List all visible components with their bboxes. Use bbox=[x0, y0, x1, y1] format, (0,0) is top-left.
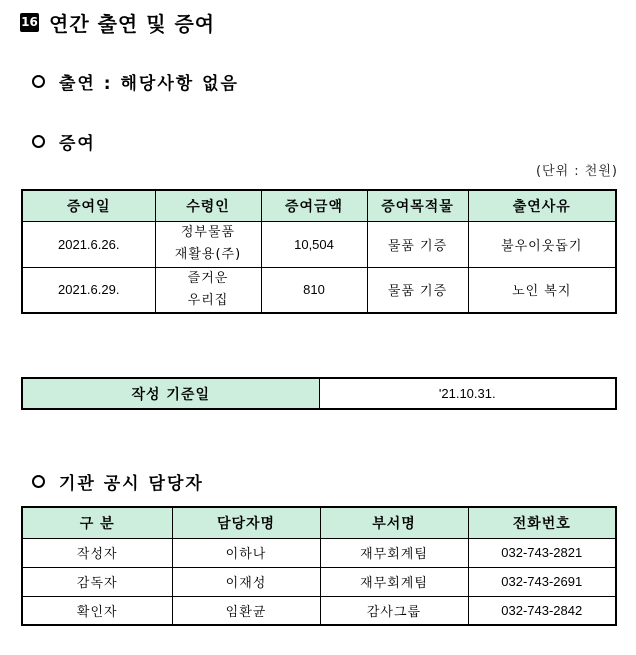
contacts-title: 기관 공시 담당자 bbox=[59, 473, 204, 494]
recipient-line: 재활용(주) bbox=[174, 247, 242, 262]
donation-date: 2021.6.29. bbox=[22, 267, 155, 313]
bullet-circle-icon bbox=[32, 135, 45, 148]
contact-name: 이재성 bbox=[172, 567, 320, 596]
donation-amount: 10,504 bbox=[261, 221, 367, 267]
contacts-table bbox=[21, 506, 617, 626]
donation-table bbox=[21, 189, 617, 314]
recipient-line: 정부물품 bbox=[180, 225, 236, 240]
basis-date-value: '21.10.31. bbox=[319, 378, 616, 409]
table-row bbox=[22, 596, 616, 625]
page-title: 연간 출연 및 증여 bbox=[49, 11, 216, 36]
basis-date-label: 작성 기준일 bbox=[22, 378, 319, 409]
contact-phone: 032-743-2821 bbox=[468, 538, 616, 567]
donation-date: 2021.6.26. bbox=[22, 221, 155, 267]
recipient-line: 우리집 bbox=[187, 292, 229, 308]
contact-phone: 032-743-2691 bbox=[468, 567, 616, 596]
header-recipient: 수령인 bbox=[155, 190, 261, 221]
contact-department: 재무회계팀 bbox=[320, 538, 468, 567]
donation-object: 물품 기증 bbox=[367, 221, 468, 267]
donation-amount: 810 bbox=[261, 267, 367, 313]
contact-department: 감사그룹 bbox=[320, 596, 468, 625]
table-row bbox=[22, 538, 616, 567]
donation-header-row bbox=[22, 190, 616, 221]
recipient-line: 즐거운 bbox=[187, 270, 229, 286]
header-object: 증여목적물 bbox=[367, 190, 468, 221]
contribution-text: 출연 : 해당사항 없음 bbox=[59, 73, 239, 94]
contact-role: 작성자 bbox=[22, 538, 172, 567]
table-row bbox=[22, 221, 616, 267]
contacts-section-title bbox=[32, 468, 204, 494]
header-name: 담당자명 bbox=[172, 507, 320, 538]
contact-department: 재무회계팀 bbox=[320, 567, 468, 596]
contact-name: 이하나 bbox=[172, 538, 320, 567]
table-row bbox=[22, 567, 616, 596]
donation-reason: 노인 복지 bbox=[468, 267, 616, 313]
donation-recipient bbox=[155, 267, 261, 313]
donation-object: 물품 기증 bbox=[367, 267, 468, 313]
header-phone: 전화번호 bbox=[468, 507, 616, 538]
header-date: 증여일 bbox=[22, 190, 155, 221]
contact-name: 임환균 bbox=[172, 596, 320, 625]
header-reason: 출연사유 bbox=[468, 190, 616, 221]
contact-role: 감독자 bbox=[22, 567, 172, 596]
basis-date-table bbox=[21, 377, 617, 410]
table-row bbox=[22, 267, 616, 313]
contacts-header-row bbox=[22, 507, 616, 538]
section-number-badge: 16 bbox=[20, 13, 39, 32]
donation-reason: 불우이웃돕기 bbox=[468, 221, 616, 267]
header-amount: 증여금액 bbox=[261, 190, 367, 221]
contact-role: 확인자 bbox=[22, 596, 172, 625]
page-heading bbox=[20, 8, 215, 36]
contact-phone: 032-743-2842 bbox=[468, 596, 616, 625]
donation-section-title bbox=[32, 128, 96, 154]
header-department: 부서명 bbox=[320, 507, 468, 538]
donation-recipient bbox=[155, 221, 261, 267]
donation-title: 증여 bbox=[59, 133, 96, 154]
contribution-section bbox=[32, 68, 239, 94]
bullet-circle-icon bbox=[32, 75, 45, 88]
unit-label: (단위 : 천원) bbox=[535, 164, 618, 179]
header-category: 구 분 bbox=[22, 507, 172, 538]
bullet-circle-icon bbox=[32, 475, 45, 488]
